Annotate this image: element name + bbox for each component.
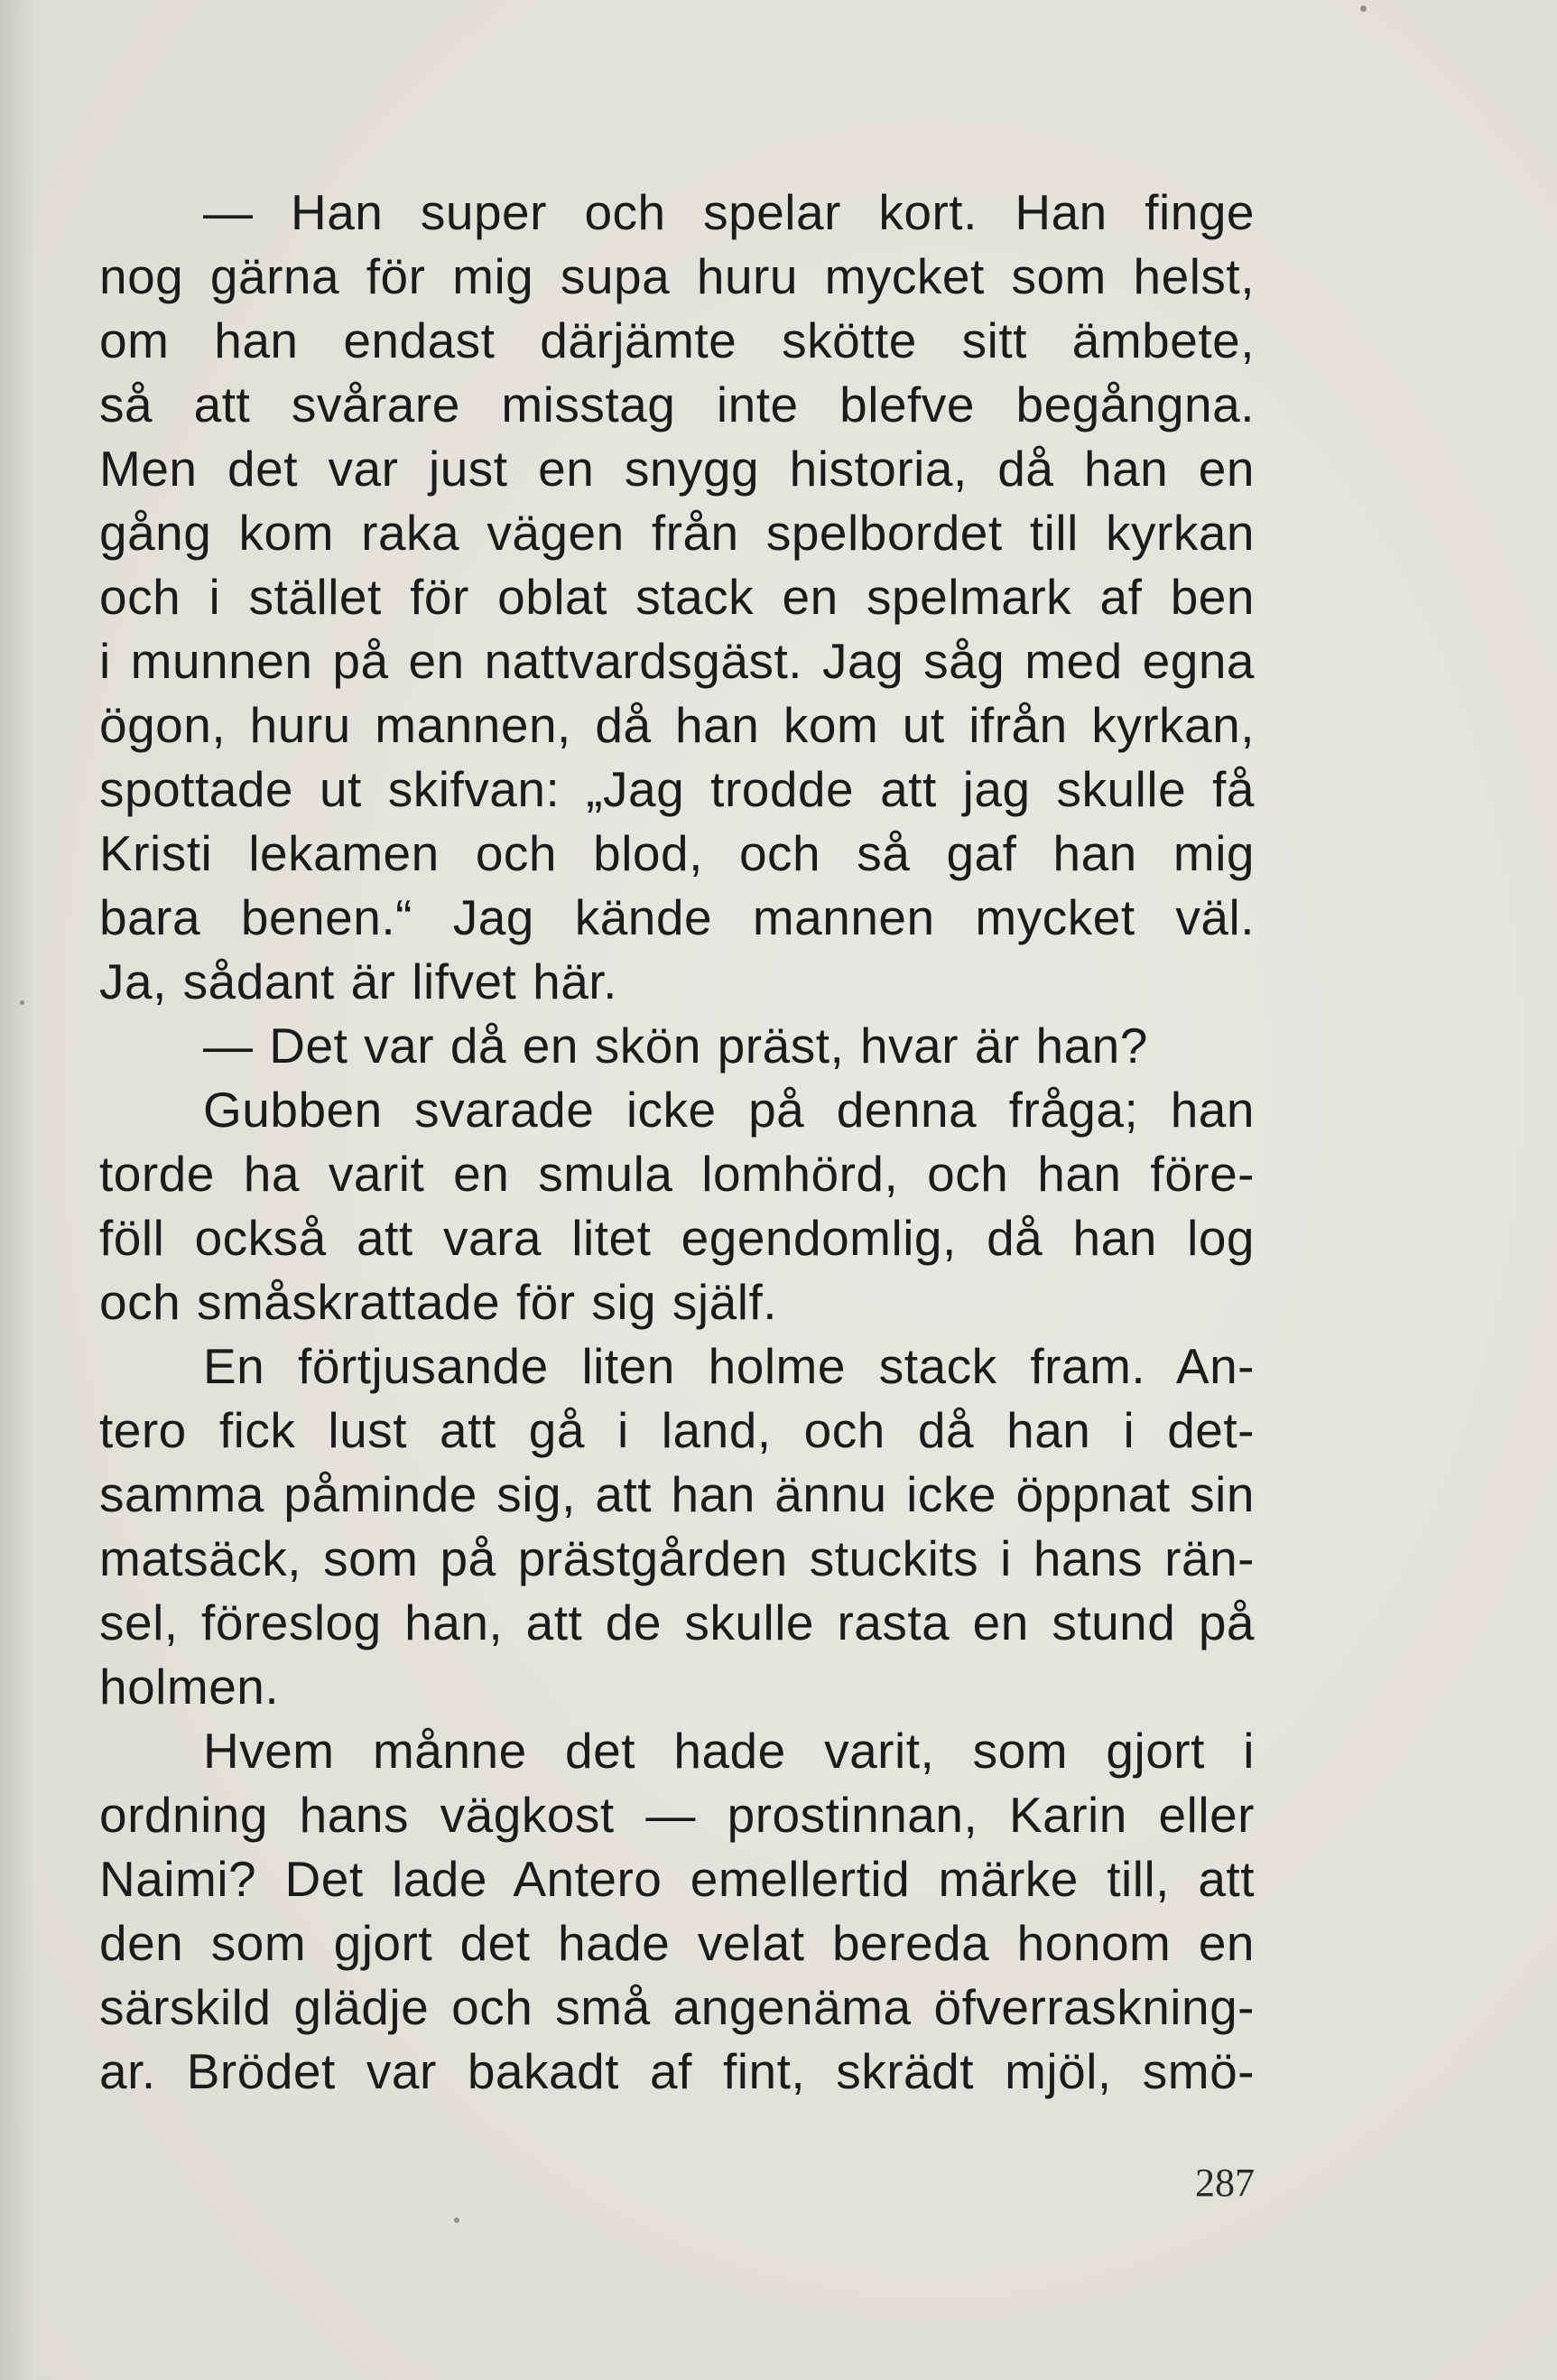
text-line: Kristi lekamen och blod, och så gaf han mig (99, 825, 1255, 881)
text-line: bara benen.“ Jag kände mannen mycket väl. (99, 889, 1255, 945)
text-line: ar. Brödet var bakadt af fint, skrädt mjöl, smö- (99, 2043, 1255, 2099)
text-line: En förtjusande liten holme stack fram. An- (203, 1338, 1255, 1394)
page-gutter-shadow (0, 0, 36, 2380)
text-line: Ja, sådant är lifvet här. (99, 953, 617, 1009)
text-line: holmen. (99, 1659, 280, 1715)
text-line: — Han super och spelar kort. Han finge (203, 184, 1255, 240)
text-line: den som gjort det hade velat bereda honom en (99, 1915, 1255, 1971)
text-line: och småskrattade för sig själf. (99, 1274, 778, 1330)
body-text (99, 181, 1255, 2104)
text-line: Men det var just en snygg historia, då han en (99, 441, 1255, 497)
text-line: sel, föreslog han, att de skulle rasta en stund på (99, 1594, 1255, 1650)
text-line: torde ha varit en smula lomhörd, och han före- (99, 1146, 1255, 1202)
text-line: matsäck, som på prästgården stuckits i hans rän- (99, 1530, 1255, 1586)
text-line: spottade ut skifvan: „Jag trodde att jag skulle få (99, 761, 1255, 817)
text-line: — Det var då en skön präst, hvar är han? (203, 1018, 1148, 1074)
text-line: Gubben svarade icke på denna fråga; han (203, 1082, 1255, 1138)
text-line: tero fick lust att gå i land, och då han i det- (99, 1402, 1255, 1458)
page-number: 287 (1195, 2161, 1255, 2205)
text-line: och i stället för oblat stack en spelmark af ben (99, 569, 1255, 625)
text-line: särskild glädje och små angenäma öfverraskning- (99, 1979, 1255, 2035)
text-line: ordning hans vägkost — prostinnan, Karin eller (99, 1787, 1255, 1843)
text-line: gång kom raka vägen från spelbordet till kyrkan (99, 505, 1255, 561)
text-line: samma påminde sig, att han ännu icke öppnat sin (99, 1466, 1255, 1522)
text-line: om han endast därjämte skötte sitt ämbete, (99, 312, 1255, 368)
text-line: föll också att vara litet egendomlig, då han log (99, 1210, 1255, 1266)
paper-speck (1360, 5, 1367, 12)
text-line: i munnen på en nattvardsgäst. Jag såg med egna (99, 633, 1255, 689)
text-line: ögon, huru mannen, då han kom ut ifrån kyrkan, (99, 697, 1255, 753)
text-line: Naimi? Det lade Antero emellertid märke till, att (99, 1851, 1255, 1907)
text-line: nog gärna för mig supa huru mycket som helst, (99, 248, 1255, 304)
paper-speck (454, 2217, 459, 2223)
text-line: så att svårare misstag inte blefve begångna. (99, 377, 1255, 432)
text-line: Hvem månne det hade varit, som gjort i (203, 1723, 1255, 1779)
paper-speck (20, 1000, 24, 1005)
